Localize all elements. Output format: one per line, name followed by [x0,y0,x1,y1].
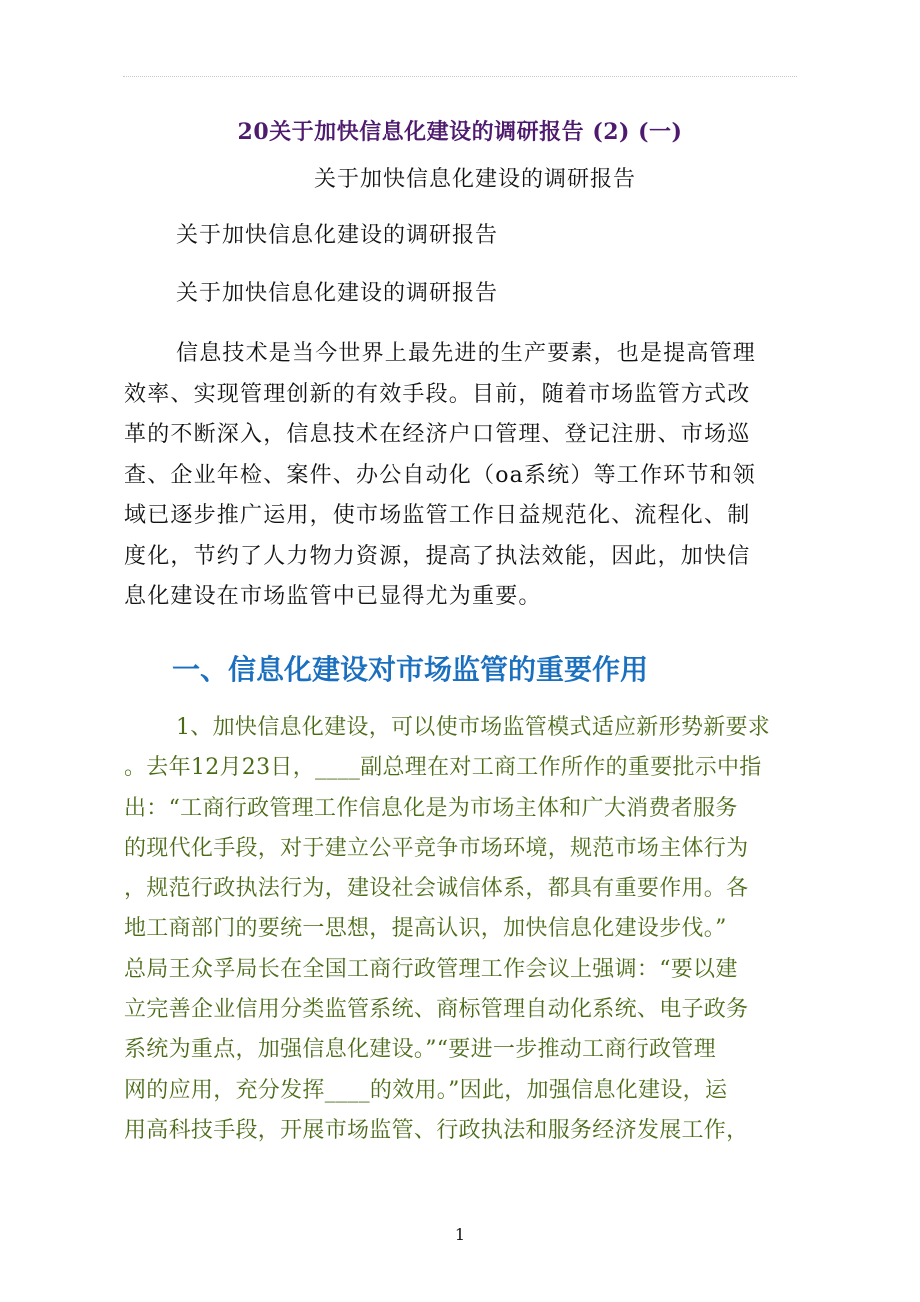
report-title-repeat-2: 关于加快信息化建设的调研报告 [176,281,499,306]
paragraph-line: 革的不断深入，信息技术在经济户口管理、登记注册、市场巡 [124,422,751,447]
paragraph-line: 。去年12月23日，____副总理在对工商工作所作的重要批示中指 [124,755,762,781]
paragraph-line: ，规范行政执法行为，建设社会诚信体系，都具有重要作用。各 [124,876,749,902]
intro-paragraph [124,334,798,618]
section-heading: 一、信息化建设对市场监管的重要作用 [172,653,649,686]
paragraph-line: 出：“工商行政管理工作信息化是为市场主体和广大消费者服务 [124,795,738,821]
paragraph-line: 地工商部门的要统一思想，提高认识，加快信息化建设步伐。” [124,916,727,942]
paragraph-line: 1、加快信息化建设，可以使市场监管模式适应新形势新要求 [176,715,771,740]
paragraph-line: 效率、实现管理创新的有效手段。目前，随着市场监管方式改 [124,381,751,407]
paragraph-line: 息化建设在市场监管中已显得尤为重要。 [124,584,542,609]
paragraph-line: 系统为重点，加强信息化建设。”“要进一步推动工商行政管理 [124,1037,716,1063]
paragraph-line: 立完善企业信用分类监管系统、商标管理自动化系统、电子政务 [124,997,749,1023]
header-rule [123,76,797,77]
document-title: 20关于加快信息化建设的调研报告 (2) (一) [237,119,683,145]
page-number: 1 [454,1225,466,1244]
document-subtitle: 关于加快信息化建设的调研报告 [314,167,637,192]
paragraph-line: 域已逐步推广运用，使市场监管工作日益规范化、流程化、制 [124,503,751,528]
paragraph-line: 网的应用，充分发挥____的效用。”因此，加强信息化建设，运 [124,1077,728,1103]
paragraph-line: 的现代化手段，对于建立公平竞争市场环境，规范市场主体行为 [124,835,749,861]
paragraph-line: 度化，节约了人力物力资源，提高了执法效能，因此，加快信 [124,543,751,569]
section-paragraph [124,708,798,1151]
paragraph-line: 信息技术是当今世界上最先进的生产要素，也是提高管理 [176,341,757,366]
paragraph-line: 查、企业年检、案件、办公自动化（oa系统）等工作环节和领 [124,462,756,488]
report-title-repeat-1: 关于加快信息化建设的调研报告 [176,223,499,248]
paragraph-line: 用高科技手段，开展市场监管、行政执法和服务经济发展工作， [124,1117,749,1143]
paragraph-line: 总局王众孚局长在全国工商行政管理工作会议上强调：“要以建 [124,956,738,982]
